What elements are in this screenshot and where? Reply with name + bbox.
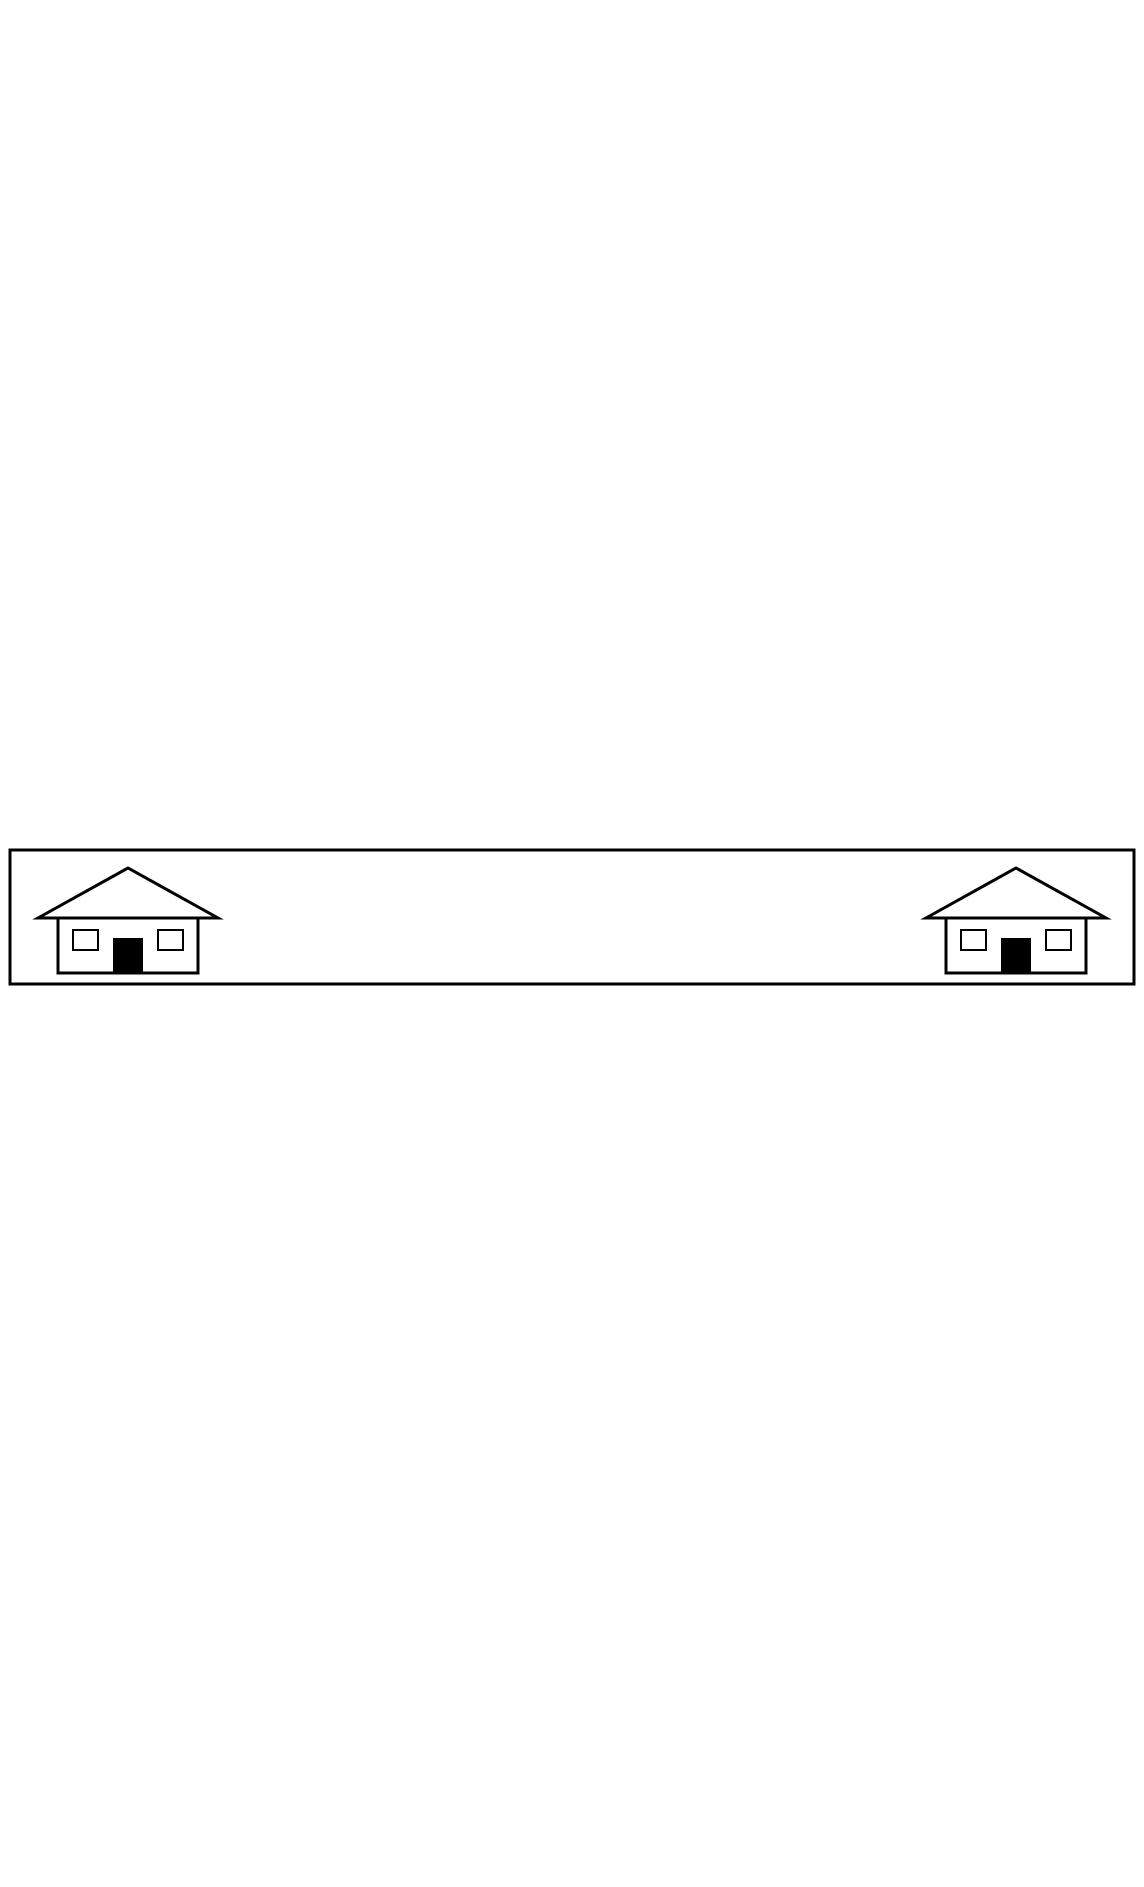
- page-header: [8, 6, 1136, 20]
- service-guide: [8, 988, 1136, 1868]
- banner-art: [8, 848, 1136, 986]
- newspaper-page: [8, 6, 1136, 1881]
- classified-section: [8, 22, 1136, 846]
- home-service-guide-banner: [8, 848, 1136, 986]
